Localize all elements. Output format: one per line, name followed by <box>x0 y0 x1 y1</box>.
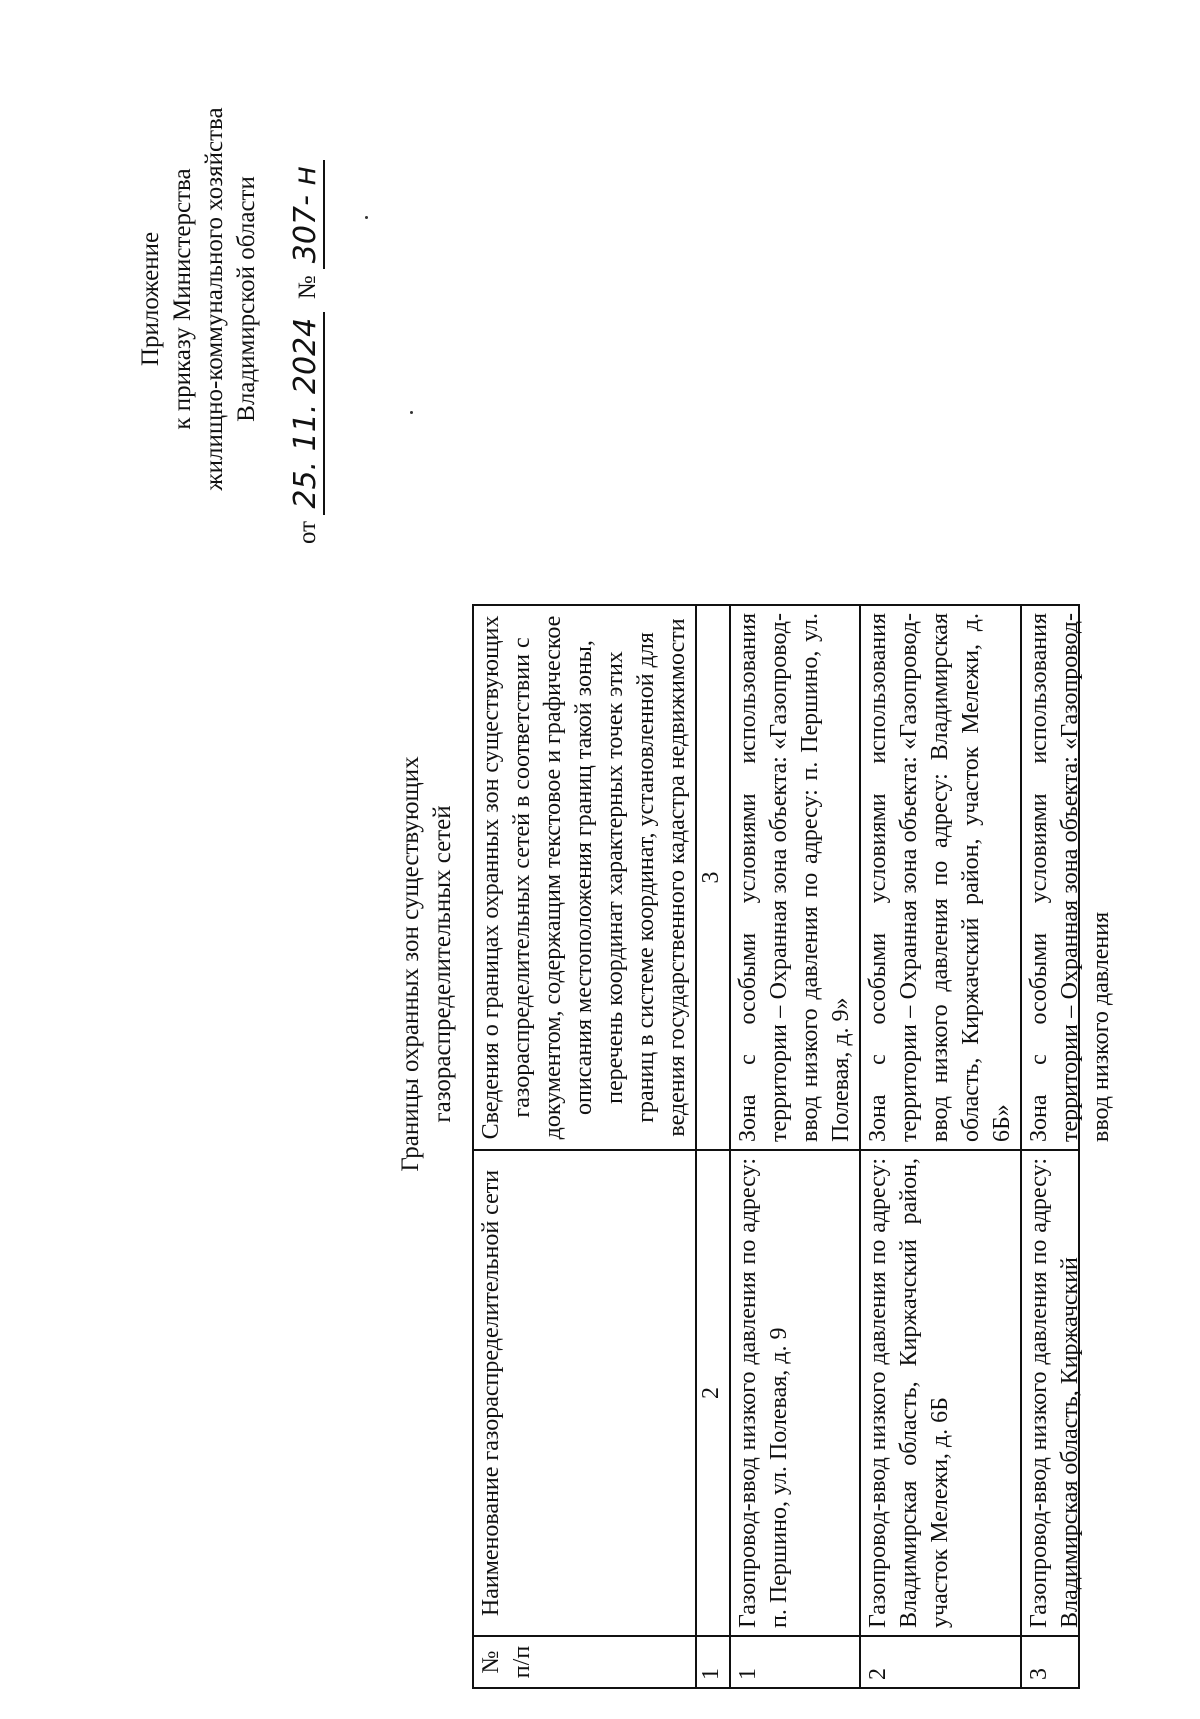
column-number-2: 2 <box>696 1150 730 1636</box>
scan-speck <box>365 216 368 219</box>
header-zone-info: Сведения о границах охранных зон существующих газораспределительных сетей в соответствии с документом, содержащим текстовое и графическое описания местоположения границ такой зоны, перечень координат характерных точек этих границ в системе координат, установленной для ведения государственного кадастра недвижимости <box>473 605 696 1150</box>
network-name-text: Газопровод-ввод низкого давления по адресу: Владимирская область, Киржачский <box>1026 1158 1083 1628</box>
table-header-row <box>473 605 696 1688</box>
appendix-ministry: жилищно-коммунального хозяйства <box>201 107 228 491</box>
scan-speck <box>410 411 413 414</box>
appendix-block <box>135 64 263 534</box>
order-date-number <box>288 24 325 544</box>
network-name-cell: Газопровод-ввод низкого давления по адресу: п. Першино, ул. Полевая, д. 9 <box>730 1150 860 1636</box>
from-label: от <box>294 520 321 544</box>
network-name-cell <box>1021 1150 1083 1636</box>
row-number-text: 3 <box>1026 1668 1052 1680</box>
column-number-row <box>696 605 730 1688</box>
header-number: № п/п <box>473 1636 696 1688</box>
row-number: 2 <box>860 1636 1021 1688</box>
document-title <box>395 704 459 1224</box>
handwritten-date: 25. 11. 2024 <box>288 312 325 515</box>
table-row <box>860 605 1021 1688</box>
table-row <box>730 605 860 1688</box>
row-number <box>1021 1636 1079 1688</box>
header-network-name: Наименование газораспределительной сети <box>473 1150 696 1636</box>
zone-info-cell: Зона с особыми условиями использования территории – Охранная зона объекта: «Газопровод-ввод низкого давления по адресу: п. Першино, ул. Полевая, д. 9» <box>730 605 860 1150</box>
column-number-1: 1 <box>696 1636 730 1688</box>
zone-info-cell: Зона с особыми условиями использования территории – Охранная зона объекта: «Газопровод-ввод низкого давления по адресу: Владимирская область, Киржачский район, участок Мележи, д. 6Б» <box>860 605 1021 1150</box>
handwritten-number: 307- н <box>288 160 325 269</box>
zone-info-cell <box>1021 605 1114 1150</box>
appendix-region: Владимирской области <box>233 176 260 422</box>
appendix-order-ref: к приказу Министерства <box>169 168 196 430</box>
row-number: 1 <box>730 1636 860 1688</box>
protection-zones-table <box>472 604 1114 1689</box>
column-number-3: 3 <box>696 605 730 1150</box>
title-line-1: Границы охранных зон существующих <box>397 756 424 1172</box>
title-line-2: газораспределительных сетей <box>429 805 456 1123</box>
network-name-cell: Газопровод-ввод низкого давления по адресу: Владимирская область, Киржачский район, участок Мележи, д. 6Б <box>860 1150 1021 1636</box>
table-row <box>1021 605 1079 1688</box>
number-label: № <box>294 275 321 300</box>
zone-info-text: Зона с особыми условиями использования территории – Охранная зона объекта: «Газопровод-ввод низкого давления <box>1026 613 1114 1142</box>
appendix-label: Приложение <box>137 231 164 367</box>
